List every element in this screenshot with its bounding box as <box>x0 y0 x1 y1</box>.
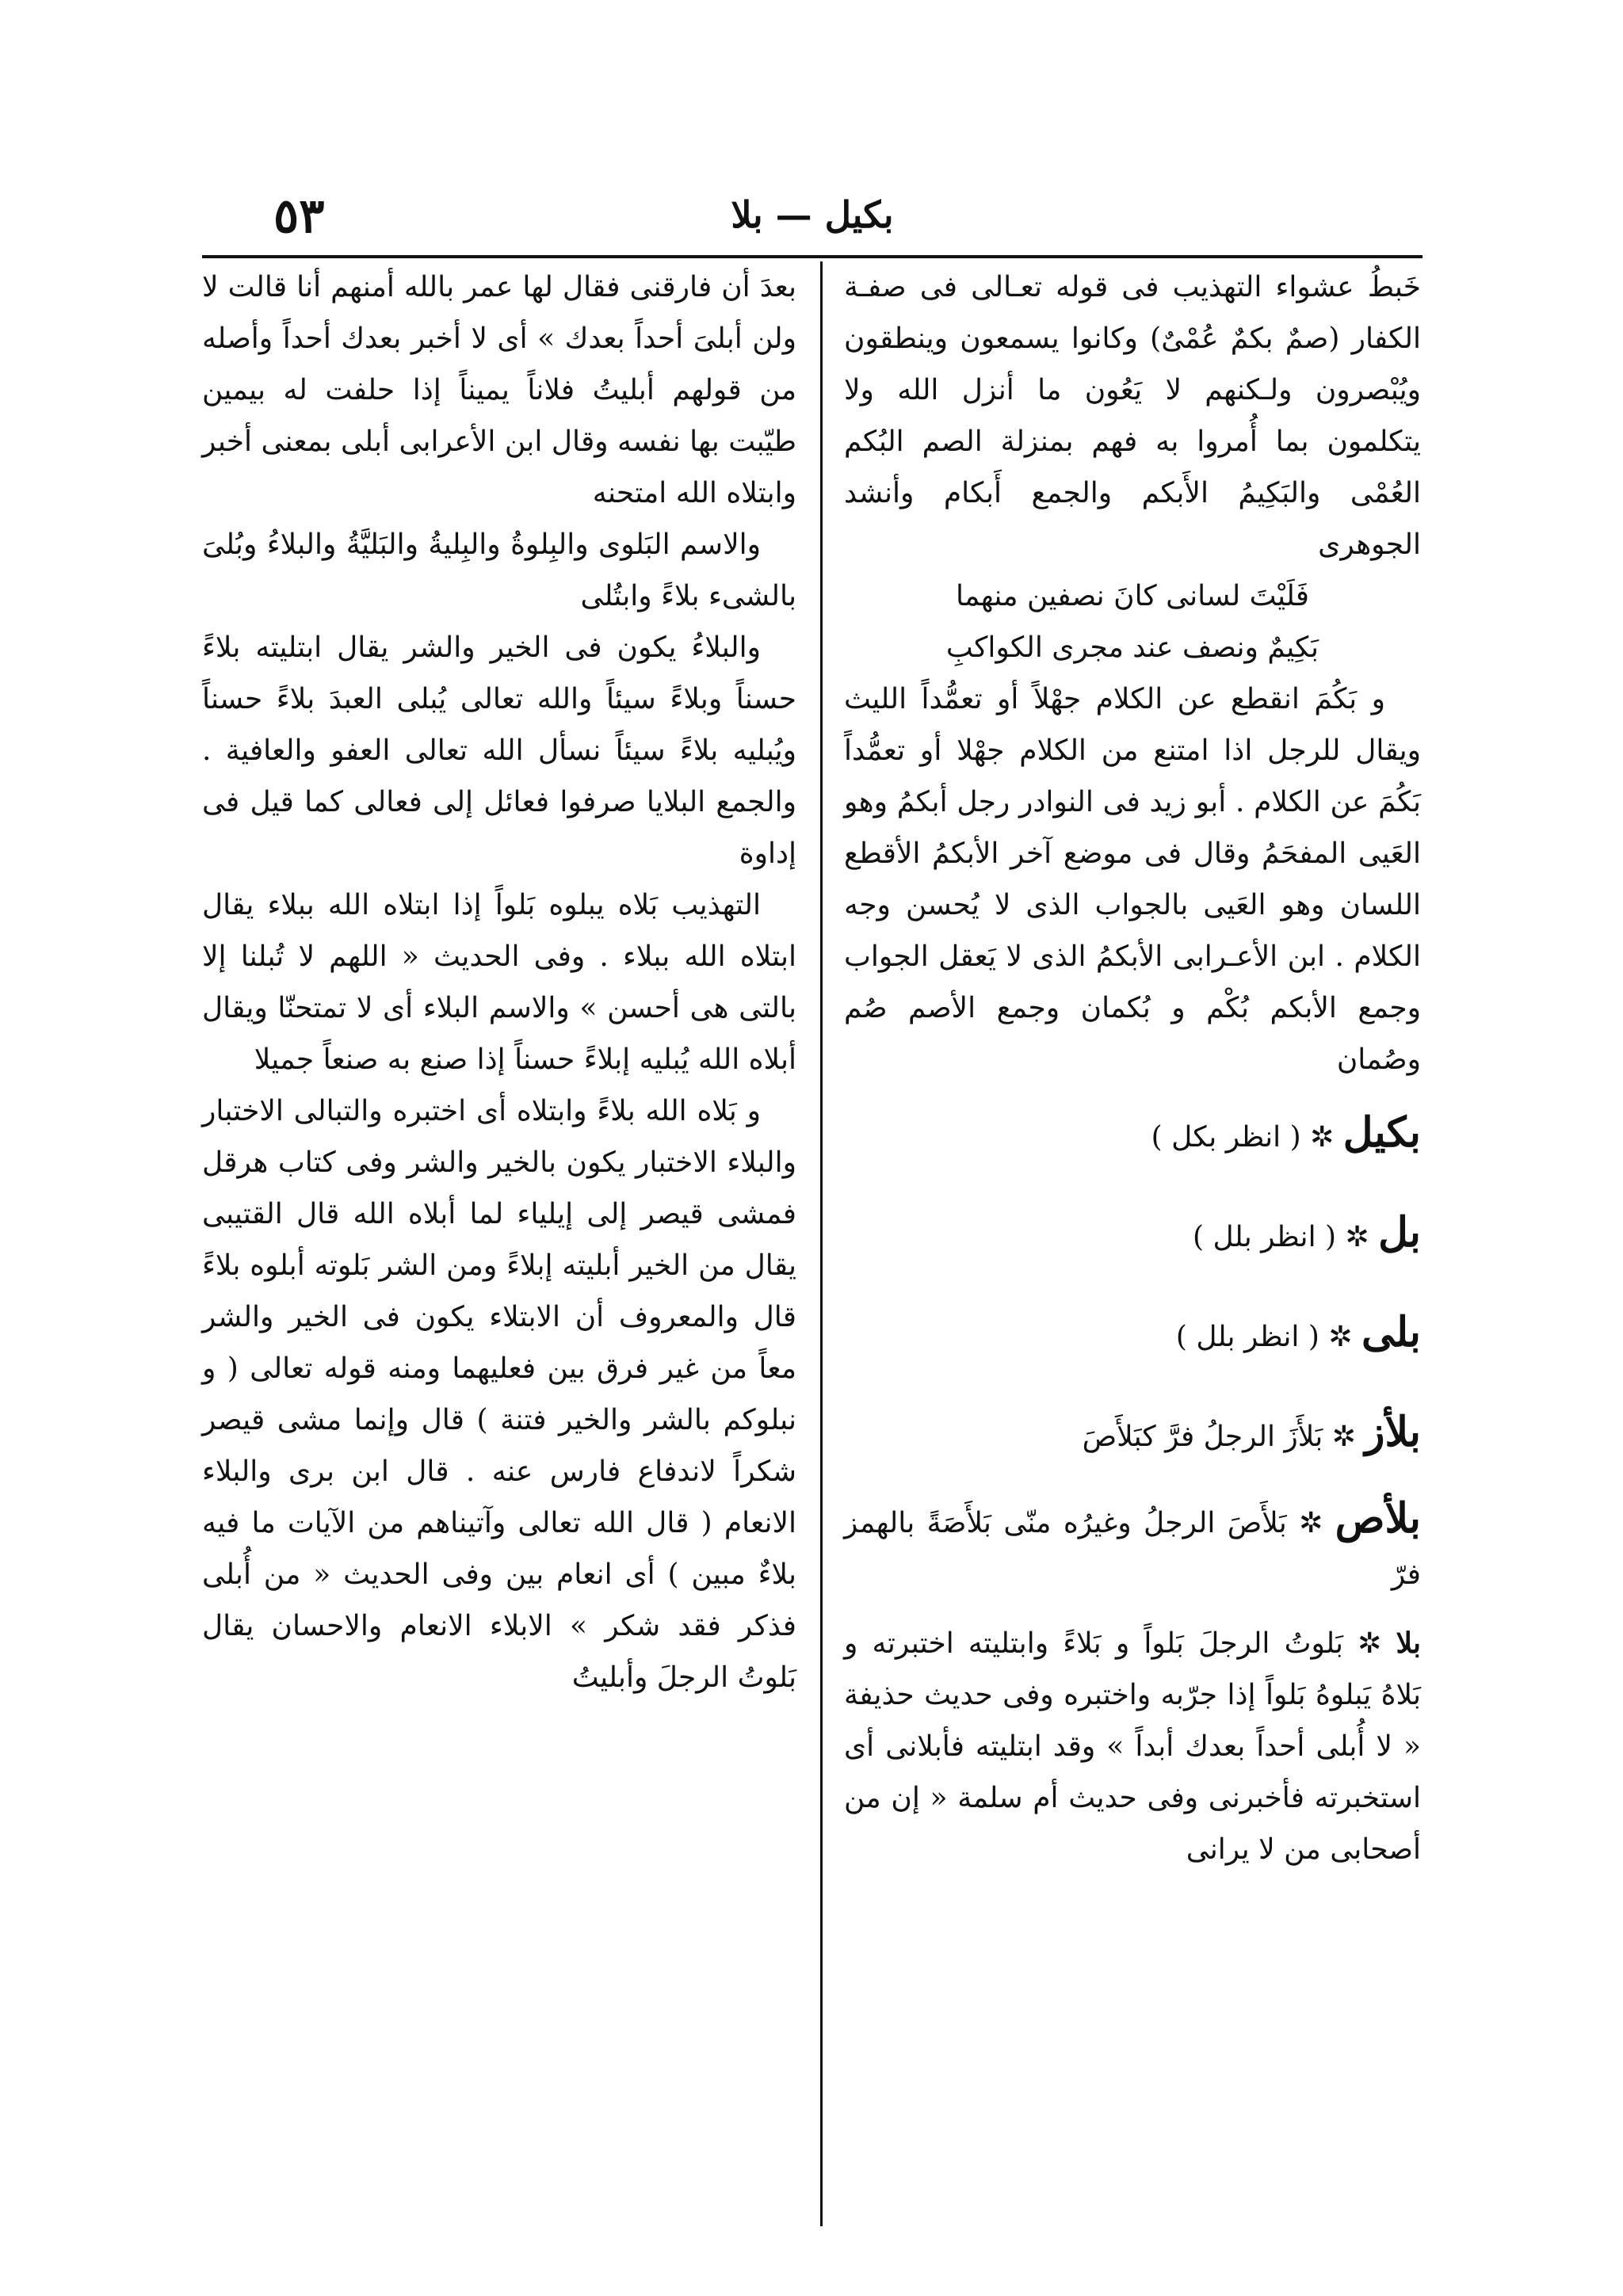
right-column <box>844 261 1421 1875</box>
entry-text: بَلأَصَ الرجلُ وغيرُه منّى بَلأَصَةً بالهمز فرّ <box>844 1507 1421 1591</box>
headword: بل <box>1378 1208 1421 1257</box>
paragraph: خَبطُ عشواء التهذيب فى قوله تعـالى فى صفـة الكفار (صمٌ بكمٌ عُمْىٌ) وكانوا يسمعون وينطقون ويُبْصرون ولـكنهم لا يَعُون ما أنزل الله ولا يتكلمون بما أُمروا به فهم بمنزلة الصم البُكم العُمْى والبَكِيمُ الأَبكم والجمع أَبكام وأنشد الجوهرى <box>844 271 1421 561</box>
dictionary-entry <box>844 1493 1421 1600</box>
headword: بلأز <box>1365 1408 1421 1456</box>
column-divider <box>820 261 823 2226</box>
entry-bullet: ✲ <box>1319 1321 1353 1353</box>
dictionary-entry <box>844 1085 1421 1185</box>
header-rule <box>202 255 1423 258</box>
running-head: بكيل — بلا <box>731 193 894 236</box>
verse-line: بَكِيمٌ ونصف عند مجرى الكواكبِ <box>945 631 1319 664</box>
entry-bullet: ✲ <box>1286 1507 1323 1539</box>
entry-text: بَلأَزَ الرجلُ فرَّ كبَلأَصَ <box>1082 1421 1323 1453</box>
headword: بلأص <box>1335 1494 1422 1543</box>
entry-bullet: ✲ <box>1343 1627 1382 1660</box>
entry-bullet: ✲ <box>1300 1121 1335 1154</box>
paragraph: و بَلاه الله بلاءً وابتلاه أى اختبره والتبالى الاختبار والبلاء الاختبار يكون بالخير والشر وفى كتاب هرقل فمشى قيصر إلى إيلياء لما أبلاه الله قال القتيبى يقال من الخير أبليته إبلاءً ومن الشر بَلوته أبلوه بلاءً قال والمعروف أن الابتلاء يكون فى الخير والشر معاً من غير فرق بين فعليهما ومنه قوله تعالى ( و نبلوكم بالشر والخير فتنة ) قال وإنما مشى قيصر شكراً لاندفاع فارس عنه . قال ابن برى والبلاء الانعام ( قال الله تعالى وآتيناهم من الآيات ما فيه بلاءٌ مبين ) أى انعام بين وفى الحديث « من أُبلى فذكر فقد شكر » الابلاء الانعام والاحسان يقال بَلوتُ الرجلَ وأبليتُ <box>202 1095 796 1694</box>
headword: بلا <box>1396 1627 1422 1660</box>
dictionary-entry <box>844 1285 1421 1385</box>
left-column <box>202 261 796 1703</box>
dictionary-entry <box>844 1618 1421 1875</box>
entry-text: ( انظر بكل ) <box>1151 1121 1301 1154</box>
paragraph: بعدَ أن فارقنى فقال لها عمر بالله أمنهم أنا قالت لا ولن أبلىَ أحداً بعدك » أى لا أخبر بعدك أحداً وأصله من قولهم أبليتُ فلاناً يميناً إذا حلفت له بيمين طيّبت بها نفسه وقال ابن الأعرابى أبلى بمعنى أخبر وابتلاه الله امتحنه <box>202 271 796 509</box>
verse-line: فَلَيْتَ لسانى كانَ نصفين منهما <box>956 580 1309 612</box>
paragraph: والاسم البَلوى والبِلوةُ والبِليةُ والبَليَّةُ والبلاءُ وبُلىَ بالشىء بلاءً وابتُلى <box>202 528 796 612</box>
headword: بكيل <box>1342 1108 1421 1157</box>
dictionary-entry <box>844 1185 1421 1285</box>
entry-text: ( انظر بلل ) <box>1193 1221 1337 1253</box>
page-number: ٥٣ <box>273 189 325 244</box>
paragraph: والبلاءُ يكون فى الخير والشر يقال ابتليته بلاءً حسناً وبلاءً سيئاً والله تعالى يُبلى العبدَ بلاءً حسناً ويُبليه بلاءً سيئاً نسأل الله تعالى العفو والعافية . والجمع البلايا صرفوا فعائل إلى فعالى كما قيل فى إداوة <box>202 631 796 870</box>
entry-bullet: ✲ <box>1323 1421 1356 1453</box>
entry-text: ( انظر بلل ) <box>1175 1321 1319 1353</box>
paragraph: التهذيب بَلاه يبلوه بَلواً إذا ابتلاه الله ببلاء يقال ابتلاه الله ببلاء . وفى الحديث « اللهم لا تُبلنا إلا بالتى هى أحسن » والاسم البلاء أى لا تمتحنّا ويقال أبلاه الله يُبليه إبلاءً حسناً إذا صنع به صنعاً جميلا <box>202 889 796 1076</box>
page-header <box>202 189 1423 252</box>
entry-text: بَلوتُ الرجلَ بَلواً و بَلاءً وابتليته اختبرته و بَلاهُ يَبلوهُ بَلواً إذا جرّبه واختبره وفى حديث حذيفة « لا أُبلى أحداً بعدك أبداً » وقد ابتليته فأبلانى أى استخبرته فأخبرنى وفى حديث أم سلمة « إن من أصحابى من لا يرانى <box>844 1627 1421 1866</box>
dictionary-entry <box>844 1385 1421 1485</box>
paragraph: و بَكُمَ انقطع عن الكلام جهْلاً أو تعمُّداً الليث ويقال للرجل اذا امتنع من الكلام جهْلا أو تعمُّداً بَكُمَ عن الكلام . أبو زيد فى النوادر رجل أبكمُ وهو العَيى المفحَمُ وقال فى موضع آخر الأبكمُ الأقطع اللسان وهو العَيى بالجواب الذى لا يُحسن وجه الكلام . ابن الأعـرابى الأبكمُ الذى لا يَعقل الجواب وجمع الأبكم بُكْم و بُكمان وجمع الأصم صُم وصُمان <box>844 683 1421 1076</box>
headword: بلى <box>1361 1308 1421 1356</box>
entry-bullet: ✲ <box>1336 1221 1369 1253</box>
